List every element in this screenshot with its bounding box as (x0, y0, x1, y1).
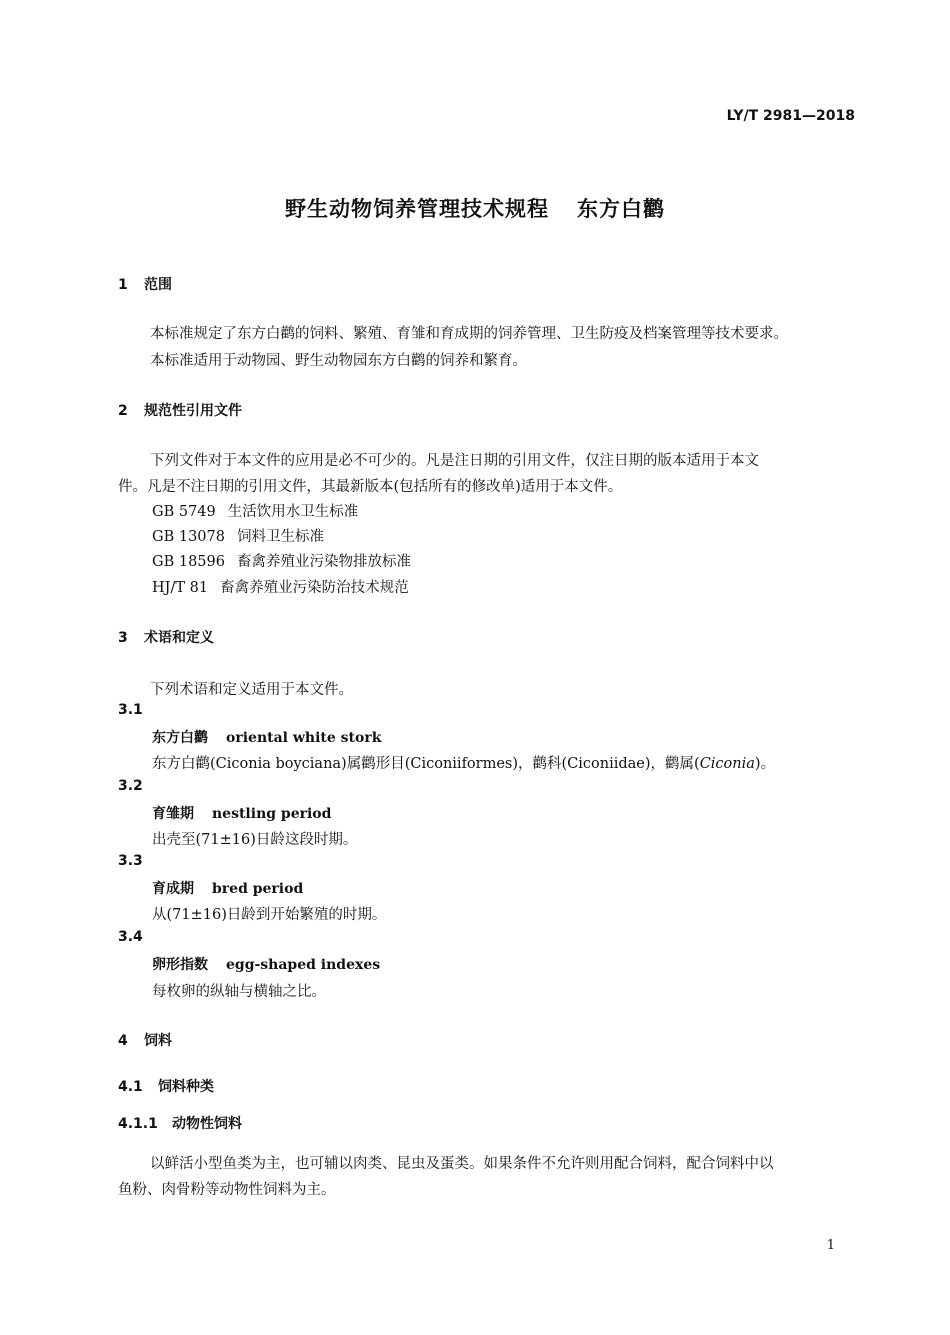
section-4-1-heading (118, 1076, 214, 1096)
section-2-paragraph-line-1: 下列文件对于本文件的应用是必不可少的。凡是注日期的引用文件，仅注日期的版本适用于本文 (150, 453, 759, 469)
term-zh: 育成期 (152, 881, 194, 897)
section-title: 饲料 (144, 1033, 172, 1049)
reference-code: GB 18596 (152, 554, 225, 570)
term-en: nestling period (212, 806, 332, 822)
definition-text: 东方白鹳(Ciconia boyciana)属鹳形目(Ciconiiformes)，鹳科(Ciconiidae)，鹳属( (152, 756, 700, 772)
section-number: 2 (118, 403, 128, 419)
section-number: 4.1 (118, 1079, 143, 1095)
section-number: 1 (118, 277, 128, 293)
reference-code: GB 5749 (152, 504, 216, 520)
section-title: 规范性引用文件 (144, 403, 242, 419)
page-title (0, 193, 950, 223)
term-heading (152, 727, 381, 747)
section-title: 动物性饲料 (172, 1116, 242, 1132)
term-number: 3.4 (118, 929, 143, 945)
term-number: 3.1 (118, 702, 143, 718)
reference-item (152, 550, 411, 571)
reference-code: HJ/T 81 (152, 580, 209, 596)
section-4-heading (118, 1030, 172, 1050)
term-heading (152, 878, 303, 898)
title-main: 野生动物饲养管理技术规程 (285, 197, 549, 221)
reference-title: 畜禽养殖业污染物排放标准 (236, 554, 411, 570)
term-heading (152, 803, 331, 823)
term-number: 3.2 (118, 778, 143, 794)
term-number: 3.3 (118, 853, 143, 869)
reference-title: 畜禽养殖业污染防治技术规范 (220, 580, 409, 596)
term-zh: 东方白鹳 (152, 730, 208, 746)
section-title: 饲料种类 (158, 1079, 214, 1095)
section-3-heading (118, 627, 214, 647)
term-en: bred period (212, 881, 304, 897)
section-number: 3 (118, 630, 128, 646)
term-en: oriental white stork (226, 730, 382, 746)
section-2-heading (118, 400, 242, 420)
term-zh: 育雏期 (152, 806, 194, 822)
reference-item (152, 525, 324, 546)
definition-text-end: )。 (754, 756, 776, 772)
term-definition (152, 752, 775, 773)
section-4-1-1-heading (118, 1113, 242, 1133)
term-en: egg-shaped indexes (226, 957, 381, 973)
reference-title: 生活饮用水卫生标准 (227, 504, 359, 520)
section-1-heading (118, 274, 172, 294)
term-definition: 每枚卵的纵轴与横轴之比。 (152, 984, 326, 1000)
reference-code: GB 13078 (152, 529, 225, 545)
definition-italic: Ciconia (699, 756, 755, 772)
term-zh: 卵形指数 (152, 957, 208, 973)
reference-item (152, 500, 358, 521)
reference-title: 饲料卫生标准 (236, 529, 324, 545)
section-2-paragraph-line-2: 件。凡是不注日期的引用文件，其最新版本(包括所有的修改单)适用于本文件。 (118, 479, 623, 495)
section-4-1-1-paragraph-line-1: 以鲜活小型鱼类为主，也可辅以肉类、昆虫及蛋类。如果条件不允许则用配合饲料，配合饲料中以 (150, 1156, 774, 1172)
section-1-paragraph-2: 本标准适用于动物园、野生动物园东方白鹳的饲养和繁育。 (150, 353, 527, 369)
section-number: 4.1.1 (118, 1116, 158, 1132)
term-definition: 从(71±16)日龄到开始繁殖的时期。 (152, 907, 387, 923)
section-title: 范围 (144, 277, 172, 293)
term-heading (152, 954, 380, 974)
section-1-paragraph-1: 本标准规定了东方白鹳的饲料、繁殖、育雏和育成期的饲养管理、卫生防疫及档案管理等技术要求。 (150, 326, 788, 342)
section-number: 4 (118, 1033, 128, 1049)
section-4-1-1-paragraph-line-2: 鱼粉、肉骨粉等动物性饲料为主。 (118, 1182, 336, 1198)
term-definition: 出壳至(71±16)日龄这段时期。 (152, 832, 358, 848)
page-number: 1 (826, 1238, 835, 1253)
section-3-intro: 下列术语和定义适用于本文件。 (150, 682, 353, 698)
section-title: 术语和定义 (144, 630, 214, 646)
reference-item (152, 576, 409, 597)
standard-code: LY/T 2981—2018 (726, 108, 855, 124)
title-sub: 东方白鹳 (577, 197, 665, 221)
